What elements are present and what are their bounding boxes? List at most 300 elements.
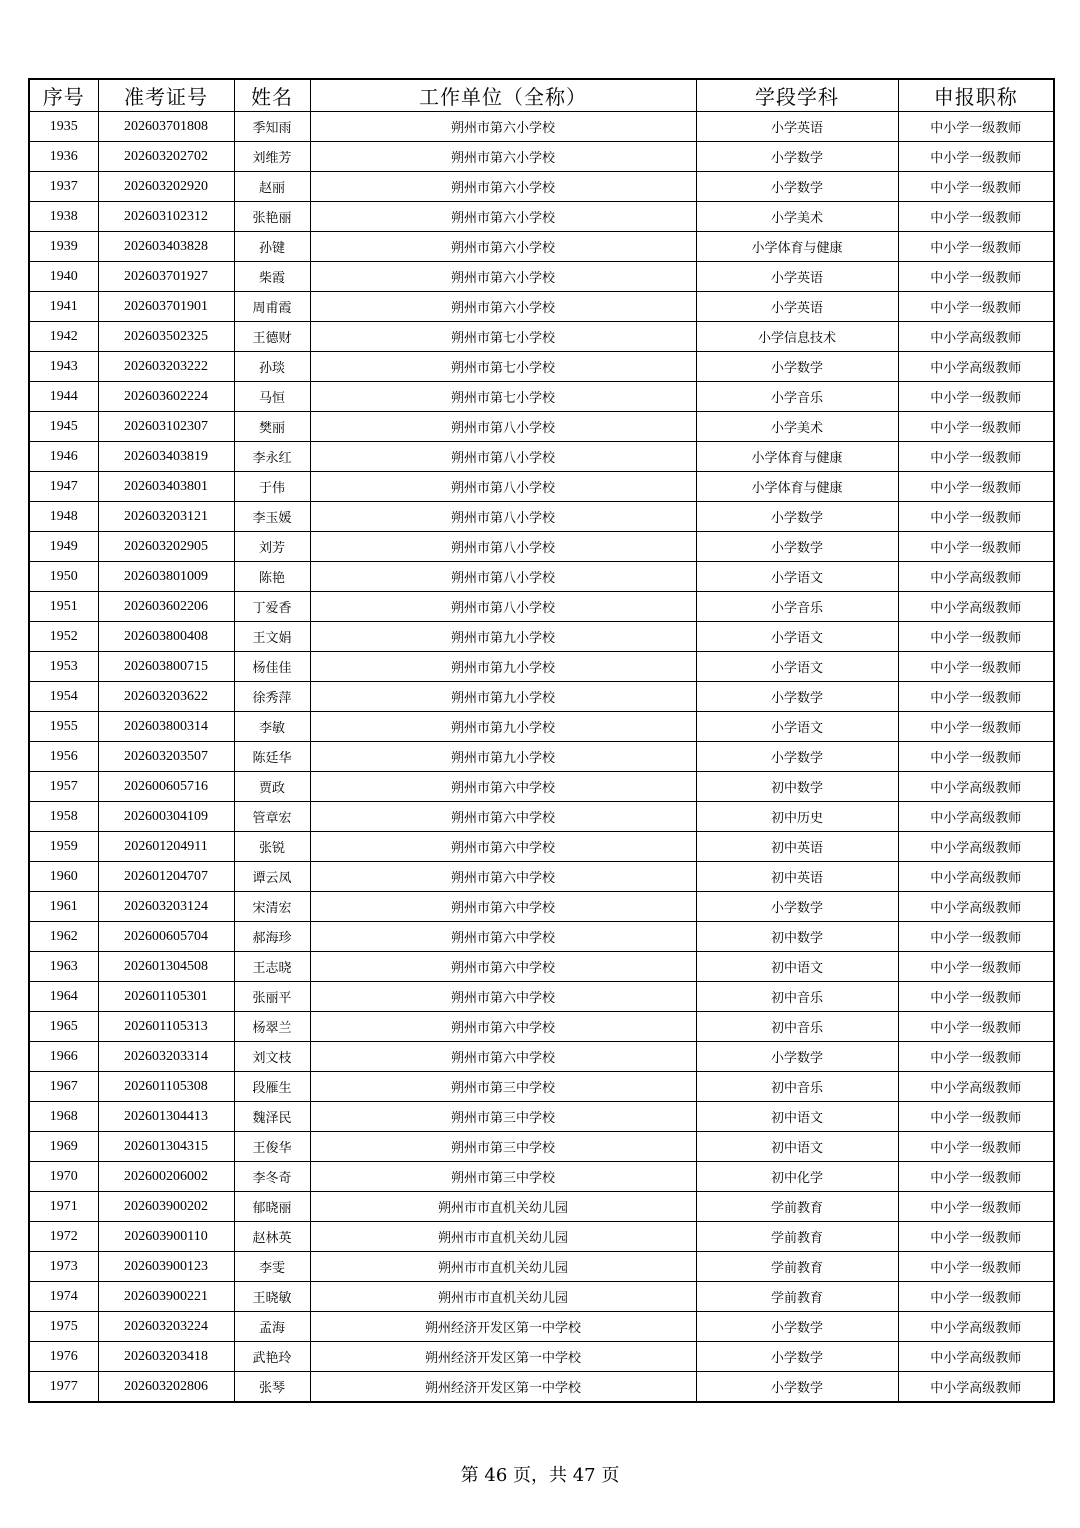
roster-table [28, 78, 1055, 1403]
cell-stage-subject: 初中音乐 [696, 982, 898, 1012]
cell-name: 周甫霞 [234, 292, 310, 322]
cell-admission-number: 202603602206 [98, 592, 234, 622]
cell-work-unit: 朔州市第九小学校 [310, 712, 696, 742]
cell-admission-number: 202601304413 [98, 1102, 234, 1132]
cell-stage-subject: 小学体育与健康 [696, 232, 898, 262]
table-row [29, 1312, 1054, 1342]
cell-serial: 1935 [29, 112, 98, 142]
cell-admission-number: 202603202920 [98, 172, 234, 202]
cell-stage-subject: 小学美术 [696, 412, 898, 442]
cell-title-applied: 中小学一级教师 [898, 412, 1054, 442]
cell-stage-subject: 初中英语 [696, 862, 898, 892]
cell-serial: 1946 [29, 442, 98, 472]
cell-serial: 1941 [29, 292, 98, 322]
cell-title-applied: 中小学一级教师 [898, 742, 1054, 772]
cell-stage-subject: 学前教育 [696, 1252, 898, 1282]
cell-title-applied: 中小学一级教师 [898, 382, 1054, 412]
cell-title-applied: 中小学一级教师 [898, 112, 1054, 142]
cell-stage-subject: 初中英语 [696, 832, 898, 862]
cell-name: 孙键 [234, 232, 310, 262]
cell-work-unit: 朔州市第六中学校 [310, 1042, 696, 1072]
cell-admission-number: 202603403819 [98, 442, 234, 472]
cell-name: 贾政 [234, 772, 310, 802]
cell-work-unit: 朔州市第三中学校 [310, 1162, 696, 1192]
cell-work-unit: 朔州市第三中学校 [310, 1072, 696, 1102]
cell-serial: 1937 [29, 172, 98, 202]
cell-name: 张艳丽 [234, 202, 310, 232]
cell-serial: 1970 [29, 1162, 98, 1192]
cell-name: 管章宏 [234, 802, 310, 832]
cell-name: 赵丽 [234, 172, 310, 202]
cell-title-applied: 中小学一级教师 [898, 712, 1054, 742]
cell-serial: 1974 [29, 1282, 98, 1312]
cell-stage-subject: 小学音乐 [696, 382, 898, 412]
cell-work-unit: 朔州市市直机关幼儿园 [310, 1192, 696, 1222]
cell-serial: 1950 [29, 562, 98, 592]
table-row [29, 892, 1054, 922]
cell-title-applied: 中小学一级教师 [898, 1012, 1054, 1042]
cell-stage-subject: 小学数学 [696, 502, 898, 532]
cell-work-unit: 朔州市第六小学校 [310, 262, 696, 292]
cell-name: 王志晓 [234, 952, 310, 982]
cell-stage-subject: 小学语文 [696, 712, 898, 742]
table-row [29, 112, 1054, 142]
cell-name: 郁晓丽 [234, 1192, 310, 1222]
cell-work-unit: 朔州市第六中学校 [310, 802, 696, 832]
table-row [29, 1042, 1054, 1072]
cell-title-applied: 中小学高级教师 [898, 832, 1054, 862]
cell-title-applied: 中小学高级教师 [898, 802, 1054, 832]
cell-stage-subject: 小学数学 [696, 682, 898, 712]
cell-serial: 1954 [29, 682, 98, 712]
header-title-applied: 申报职称 [898, 79, 1054, 112]
cell-title-applied: 中小学一级教师 [898, 922, 1054, 952]
cell-work-unit: 朔州市第六小学校 [310, 232, 696, 262]
table-row [29, 622, 1054, 652]
table-row [29, 802, 1054, 832]
cell-serial: 1947 [29, 472, 98, 502]
cell-title-applied: 中小学一级教师 [898, 1252, 1054, 1282]
cell-name: 王德财 [234, 322, 310, 352]
cell-work-unit: 朔州市第八小学校 [310, 592, 696, 622]
cell-name: 赵林英 [234, 1222, 310, 1252]
cell-name: 李冬奇 [234, 1162, 310, 1192]
cell-title-applied: 中小学一级教师 [898, 472, 1054, 502]
cell-name: 张琴 [234, 1372, 310, 1403]
cell-name: 丁爱香 [234, 592, 310, 622]
cell-stage-subject: 初中语文 [696, 1102, 898, 1132]
cell-name: 孙琰 [234, 352, 310, 382]
cell-work-unit: 朔州市市直机关幼儿园 [310, 1252, 696, 1282]
cell-serial: 1961 [29, 892, 98, 922]
cell-serial: 1969 [29, 1132, 98, 1162]
table-row [29, 1162, 1054, 1192]
cell-admission-number: 202603801009 [98, 562, 234, 592]
cell-admission-number: 202601304508 [98, 952, 234, 982]
table-row [29, 1012, 1054, 1042]
cell-admission-number: 202603202806 [98, 1372, 234, 1403]
cell-serial: 1949 [29, 532, 98, 562]
cell-serial: 1953 [29, 652, 98, 682]
cell-admission-number: 202603900110 [98, 1222, 234, 1252]
cell-stage-subject: 小学音乐 [696, 592, 898, 622]
cell-stage-subject: 小学数学 [696, 142, 898, 172]
cell-work-unit: 朔州市市直机关幼儿园 [310, 1282, 696, 1312]
table-row [29, 472, 1054, 502]
cell-admission-number: 202601105313 [98, 1012, 234, 1042]
cell-admission-number: 202603102307 [98, 412, 234, 442]
cell-admission-number: 202603900202 [98, 1192, 234, 1222]
cell-name: 徐秀萍 [234, 682, 310, 712]
table-row [29, 832, 1054, 862]
table-row [29, 682, 1054, 712]
cell-name: 杨翠兰 [234, 1012, 310, 1042]
cell-work-unit: 朔州经济开发区第一中学校 [310, 1312, 696, 1342]
cell-title-applied: 中小学一级教师 [898, 442, 1054, 472]
cell-work-unit: 朔州市第七小学校 [310, 382, 696, 412]
cell-title-applied: 中小学一级教师 [898, 652, 1054, 682]
cell-serial: 1938 [29, 202, 98, 232]
cell-title-applied: 中小学高级教师 [898, 1342, 1054, 1372]
table-row [29, 352, 1054, 382]
cell-serial: 1945 [29, 412, 98, 442]
cell-serial: 1958 [29, 802, 98, 832]
cell-admission-number: 202603701927 [98, 262, 234, 292]
roster-body [29, 112, 1054, 1403]
cell-stage-subject: 初中数学 [696, 772, 898, 802]
cell-admission-number: 202601105308 [98, 1072, 234, 1102]
cell-stage-subject: 小学数学 [696, 352, 898, 382]
cell-title-applied: 中小学高级教师 [898, 862, 1054, 892]
cell-title-applied: 中小学高级教师 [898, 562, 1054, 592]
cell-work-unit: 朔州市第七小学校 [310, 322, 696, 352]
table-row [29, 382, 1054, 412]
table-row [29, 202, 1054, 232]
table-row [29, 1192, 1054, 1222]
cell-admission-number: 202603202702 [98, 142, 234, 172]
cell-stage-subject: 初中音乐 [696, 1072, 898, 1102]
cell-serial: 1951 [29, 592, 98, 622]
cell-serial: 1957 [29, 772, 98, 802]
table-row [29, 922, 1054, 952]
cell-title-applied: 中小学一级教师 [898, 1102, 1054, 1132]
cell-stage-subject: 初中音乐 [696, 1012, 898, 1042]
cell-serial: 1943 [29, 352, 98, 382]
cell-work-unit: 朔州市第六小学校 [310, 112, 696, 142]
cell-stage-subject: 小学信息技术 [696, 322, 898, 352]
table-row [29, 142, 1054, 172]
cell-serial: 1955 [29, 712, 98, 742]
cell-stage-subject: 小学数学 [696, 1342, 898, 1372]
cell-stage-subject: 小学数学 [696, 1312, 898, 1342]
cell-admission-number: 202603203121 [98, 502, 234, 532]
cell-name: 谭云凤 [234, 862, 310, 892]
table-row [29, 262, 1054, 292]
cell-work-unit: 朔州市第七小学校 [310, 352, 696, 382]
cell-work-unit: 朔州市第六中学校 [310, 952, 696, 982]
cell-admission-number: 202603502325 [98, 322, 234, 352]
cell-title-applied: 中小学高级教师 [898, 772, 1054, 802]
cell-work-unit: 朔州市第六小学校 [310, 202, 696, 232]
cell-name: 柴霞 [234, 262, 310, 292]
cell-admission-number: 202601304315 [98, 1132, 234, 1162]
cell-stage-subject: 小学英语 [696, 112, 898, 142]
cell-stage-subject: 小学语文 [696, 622, 898, 652]
cell-stage-subject: 学前教育 [696, 1192, 898, 1222]
cell-admission-number: 202603602224 [98, 382, 234, 412]
cell-work-unit: 朔州经济开发区第一中学校 [310, 1342, 696, 1372]
cell-name: 段雁生 [234, 1072, 310, 1102]
table-row [29, 652, 1054, 682]
cell-admission-number: 202603203224 [98, 1312, 234, 1342]
cell-serial: 1963 [29, 952, 98, 982]
cell-stage-subject: 小学数学 [696, 532, 898, 562]
cell-serial: 1940 [29, 262, 98, 292]
cell-serial: 1975 [29, 1312, 98, 1342]
cell-stage-subject: 学前教育 [696, 1282, 898, 1312]
cell-admission-number: 202601204911 [98, 832, 234, 862]
table-row [29, 232, 1054, 262]
table-row [29, 532, 1054, 562]
cell-title-applied: 中小学一级教师 [898, 172, 1054, 202]
cell-name: 王俊华 [234, 1132, 310, 1162]
cell-title-applied: 中小学一级教师 [898, 142, 1054, 172]
cell-stage-subject: 小学数学 [696, 1372, 898, 1403]
cell-admission-number: 202603203507 [98, 742, 234, 772]
cell-title-applied: 中小学高级教师 [898, 1072, 1054, 1102]
cell-title-applied: 中小学一级教师 [898, 982, 1054, 1012]
cell-stage-subject: 初中数学 [696, 922, 898, 952]
cell-name: 郝海珍 [234, 922, 310, 952]
cell-work-unit: 朔州市市直机关幼儿园 [310, 1222, 696, 1252]
cell-name: 魏泽民 [234, 1102, 310, 1132]
cell-name: 李雯 [234, 1252, 310, 1282]
table-row [29, 742, 1054, 772]
cell-title-applied: 中小学一级教师 [898, 622, 1054, 652]
cell-serial: 1972 [29, 1222, 98, 1252]
cell-serial: 1977 [29, 1372, 98, 1403]
cell-serial: 1962 [29, 922, 98, 952]
cell-stage-subject: 小学英语 [696, 292, 898, 322]
cell-stage-subject: 小学体育与健康 [696, 472, 898, 502]
cell-work-unit: 朔州市第六中学校 [310, 862, 696, 892]
cell-admission-number: 202603203124 [98, 892, 234, 922]
cell-name: 陈廷华 [234, 742, 310, 772]
cell-title-applied: 中小学一级教师 [898, 1282, 1054, 1312]
cell-work-unit: 朔州市第六中学校 [310, 832, 696, 862]
cell-work-unit: 朔州市第六小学校 [310, 292, 696, 322]
cell-name: 张丽平 [234, 982, 310, 1012]
cell-work-unit: 朔州市第六中学校 [310, 772, 696, 802]
cell-work-unit: 朔州市第三中学校 [310, 1102, 696, 1132]
cell-serial: 1960 [29, 862, 98, 892]
table-row [29, 952, 1054, 982]
table-row [29, 172, 1054, 202]
cell-admission-number: 202603403801 [98, 472, 234, 502]
table-row [29, 772, 1054, 802]
cell-admission-number: 202603203418 [98, 1342, 234, 1372]
table-row [29, 712, 1054, 742]
cell-admission-number: 202601204707 [98, 862, 234, 892]
cell-work-unit: 朔州市第六中学校 [310, 982, 696, 1012]
cell-admission-number: 202603701808 [98, 112, 234, 142]
header-row [29, 79, 1054, 112]
header-admission-number: 准考证号 [98, 79, 234, 112]
cell-title-applied: 中小学高级教师 [898, 1312, 1054, 1342]
cell-title-applied: 中小学一级教师 [898, 502, 1054, 532]
cell-title-applied: 中小学高级教师 [898, 892, 1054, 922]
table-row [29, 1222, 1054, 1252]
header-serial: 序号 [29, 79, 98, 112]
cell-name: 李永红 [234, 442, 310, 472]
cell-title-applied: 中小学一级教师 [898, 1192, 1054, 1222]
cell-title-applied: 中小学一级教师 [898, 1222, 1054, 1252]
cell-work-unit: 朔州市第六小学校 [310, 172, 696, 202]
cell-title-applied: 中小学高级教师 [898, 592, 1054, 622]
cell-admission-number: 202603900123 [98, 1252, 234, 1282]
cell-admission-number: 202603800314 [98, 712, 234, 742]
cell-work-unit: 朔州市第六小学校 [310, 142, 696, 172]
cell-name: 李玉媛 [234, 502, 310, 532]
cell-name: 宋清宏 [234, 892, 310, 922]
cell-admission-number: 202600605716 [98, 772, 234, 802]
header-name: 姓名 [234, 79, 310, 112]
cell-title-applied: 中小学一级教师 [898, 1132, 1054, 1162]
cell-name: 张锐 [234, 832, 310, 862]
cell-serial: 1966 [29, 1042, 98, 1072]
cell-serial: 1965 [29, 1012, 98, 1042]
table-row [29, 1342, 1054, 1372]
cell-name: 孟海 [234, 1312, 310, 1342]
cell-work-unit: 朔州市第八小学校 [310, 532, 696, 562]
cell-admission-number: 202600206002 [98, 1162, 234, 1192]
cell-name: 樊丽 [234, 412, 310, 442]
table-row [29, 1132, 1054, 1162]
cell-work-unit: 朔州市第八小学校 [310, 502, 696, 532]
table-row [29, 1372, 1054, 1403]
table-row [29, 862, 1054, 892]
cell-title-applied: 中小学一级教师 [898, 1162, 1054, 1192]
cell-admission-number: 202603203314 [98, 1042, 234, 1072]
cell-name: 陈艳 [234, 562, 310, 592]
cell-serial: 1976 [29, 1342, 98, 1372]
cell-serial: 1942 [29, 322, 98, 352]
cell-work-unit: 朔州市第九小学校 [310, 742, 696, 772]
table-row [29, 322, 1054, 352]
cell-stage-subject: 初中历史 [696, 802, 898, 832]
header-stage-subject: 学段学科 [696, 79, 898, 112]
cell-title-applied: 中小学高级教师 [898, 352, 1054, 382]
table-row [29, 412, 1054, 442]
header-work-unit: 工作单位（全称） [310, 79, 696, 112]
cell-serial: 1952 [29, 622, 98, 652]
cell-admission-number: 202603203222 [98, 352, 234, 382]
cell-admission-number: 202601105301 [98, 982, 234, 1012]
cell-stage-subject: 初中语文 [696, 1132, 898, 1162]
cell-serial: 1936 [29, 142, 98, 172]
cell-work-unit: 朔州经济开发区第一中学校 [310, 1372, 696, 1403]
cell-serial: 1967 [29, 1072, 98, 1102]
cell-serial: 1971 [29, 1192, 98, 1222]
page-number: 第 46 页，共 47 页 [460, 1465, 620, 1486]
cell-work-unit: 朔州市第六中学校 [310, 1012, 696, 1042]
cell-work-unit: 朔州市第九小学校 [310, 652, 696, 682]
cell-work-unit: 朔州市第八小学校 [310, 442, 696, 472]
cell-name: 武艳玲 [234, 1342, 310, 1372]
cell-name: 于伟 [234, 472, 310, 502]
cell-admission-number: 202600605704 [98, 922, 234, 952]
cell-stage-subject: 学前教育 [696, 1222, 898, 1252]
cell-name: 刘维芳 [234, 142, 310, 172]
cell-admission-number: 202603203622 [98, 682, 234, 712]
cell-title-applied: 中小学一级教师 [898, 682, 1054, 712]
cell-work-unit: 朔州市第九小学校 [310, 622, 696, 652]
table-row [29, 982, 1054, 1012]
cell-work-unit: 朔州市第八小学校 [310, 472, 696, 502]
cell-serial: 1948 [29, 502, 98, 532]
cell-admission-number: 202603800408 [98, 622, 234, 652]
cell-name: 杨佳佳 [234, 652, 310, 682]
cell-title-applied: 中小学一级教师 [898, 202, 1054, 232]
cell-title-applied: 中小学高级教师 [898, 322, 1054, 352]
cell-work-unit: 朔州市第九小学校 [310, 682, 696, 712]
cell-name: 刘芳 [234, 532, 310, 562]
cell-stage-subject: 小学英语 [696, 262, 898, 292]
table-row [29, 1072, 1054, 1102]
cell-serial: 1956 [29, 742, 98, 772]
cell-work-unit: 朔州市第八小学校 [310, 412, 696, 442]
cell-stage-subject: 小学数学 [696, 742, 898, 772]
cell-serial: 1964 [29, 982, 98, 1012]
cell-stage-subject: 小学数学 [696, 892, 898, 922]
cell-admission-number: 202603102312 [98, 202, 234, 232]
cell-admission-number: 202603403828 [98, 232, 234, 262]
cell-name: 王晓敏 [234, 1282, 310, 1312]
cell-serial: 1959 [29, 832, 98, 862]
cell-serial: 1973 [29, 1252, 98, 1282]
cell-stage-subject: 小学美术 [696, 202, 898, 232]
cell-stage-subject: 初中化学 [696, 1162, 898, 1192]
cell-work-unit: 朔州市第三中学校 [310, 1132, 696, 1162]
cell-stage-subject: 初中语文 [696, 952, 898, 982]
cell-name: 季知雨 [234, 112, 310, 142]
cell-admission-number: 202603701901 [98, 292, 234, 322]
cell-admission-number: 202603202905 [98, 532, 234, 562]
cell-title-applied: 中小学一级教师 [898, 292, 1054, 322]
cell-work-unit: 朔州市第六中学校 [310, 892, 696, 922]
table-row [29, 1282, 1054, 1312]
cell-title-applied: 中小学一级教师 [898, 532, 1054, 562]
table-row [29, 442, 1054, 472]
table-row [29, 562, 1054, 592]
table-row [29, 502, 1054, 532]
table-row [29, 292, 1054, 322]
cell-work-unit: 朔州市第六中学校 [310, 922, 696, 952]
cell-name: 马恒 [234, 382, 310, 412]
table-row [29, 1252, 1054, 1282]
cell-title-applied: 中小学一级教师 [898, 262, 1054, 292]
cell-serial: 1939 [29, 232, 98, 262]
cell-name: 王文娟 [234, 622, 310, 652]
cell-stage-subject: 小学数学 [696, 1042, 898, 1072]
cell-admission-number: 202600304109 [98, 802, 234, 832]
cell-stage-subject: 小学语文 [696, 562, 898, 592]
cell-title-applied: 中小学一级教师 [898, 232, 1054, 262]
cell-title-applied: 中小学一级教师 [898, 1042, 1054, 1072]
table-row [29, 592, 1054, 622]
cell-stage-subject: 小学数学 [696, 172, 898, 202]
cell-title-applied: 中小学一级教师 [898, 952, 1054, 982]
